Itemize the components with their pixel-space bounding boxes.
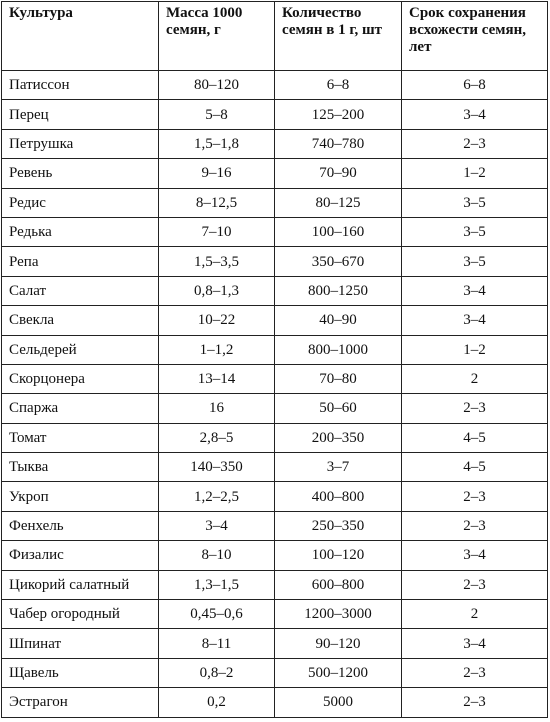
- table-row: [2, 629, 548, 658]
- cell-culture: Томат: [2, 423, 159, 452]
- cell-culture: Перец: [2, 100, 159, 129]
- table-row: [2, 541, 548, 570]
- cell-culture: Ревень: [2, 159, 159, 188]
- cell-mass-1000-seeds: 8–11: [159, 629, 275, 658]
- table-row: [2, 511, 548, 540]
- seed-data-table: [1, 1, 548, 718]
- cell-mass-1000-seeds: 9–16: [159, 159, 275, 188]
- table-row: [2, 453, 548, 482]
- cell-mass-1000-seeds: 1,5–3,5: [159, 247, 275, 276]
- header-mass-1000-seeds: Масса 1000 семян, г: [159, 2, 275, 71]
- cell-seeds-per-gram: 3–7: [275, 453, 402, 482]
- cell-culture: Цикорий салатный: [2, 570, 159, 599]
- cell-culture: Салат: [2, 276, 159, 305]
- cell-seeds-per-gram: 800–1250: [275, 276, 402, 305]
- cell-mass-1000-seeds: 2,8–5: [159, 423, 275, 452]
- cell-mass-1000-seeds: 8–12,5: [159, 188, 275, 217]
- cell-seeds-per-gram: 200–350: [275, 423, 402, 452]
- header-culture: Культура: [2, 2, 159, 71]
- cell-germination-period: 2–3: [402, 129, 548, 158]
- cell-mass-1000-seeds: 1–1,2: [159, 335, 275, 364]
- cell-culture: Редис: [2, 188, 159, 217]
- cell-mass-1000-seeds: 1,5–1,8: [159, 129, 275, 158]
- cell-seeds-per-gram: 1200–3000: [275, 600, 402, 629]
- cell-mass-1000-seeds: 5–8: [159, 100, 275, 129]
- cell-seeds-per-gram: 500–1200: [275, 658, 402, 687]
- table-row: [2, 100, 548, 129]
- cell-germination-period: 2: [402, 364, 548, 393]
- cell-culture: Физалис: [2, 541, 159, 570]
- cell-germination-period: 3–4: [402, 100, 548, 129]
- cell-culture: Спаржа: [2, 394, 159, 423]
- cell-germination-period: 2–3: [402, 688, 548, 717]
- table-row: [2, 688, 548, 717]
- cell-germination-period: 3–5: [402, 247, 548, 276]
- header-germination-period: Срок сохранения всхожести семян, лет: [402, 2, 548, 71]
- cell-culture: Скорцонера: [2, 364, 159, 393]
- cell-mass-1000-seeds: 3–4: [159, 511, 275, 540]
- cell-seeds-per-gram: 5000: [275, 688, 402, 717]
- table-row: [2, 364, 548, 393]
- table-row: [2, 394, 548, 423]
- cell-mass-1000-seeds: 0,8–2: [159, 658, 275, 687]
- table-row: [2, 306, 548, 335]
- cell-mass-1000-seeds: 0,8–1,3: [159, 276, 275, 305]
- cell-germination-period: 3–5: [402, 188, 548, 217]
- cell-seeds-per-gram: 6–8: [275, 71, 402, 100]
- cell-germination-period: 3–5: [402, 217, 548, 246]
- table-row: [2, 159, 548, 188]
- cell-germination-period: 6–8: [402, 71, 548, 100]
- table-row: [2, 276, 548, 305]
- cell-germination-period: 2–3: [402, 570, 548, 599]
- table-row: [2, 188, 548, 217]
- cell-culture: Укроп: [2, 482, 159, 511]
- cell-seeds-per-gram: 100–160: [275, 217, 402, 246]
- cell-seeds-per-gram: 250–350: [275, 511, 402, 540]
- cell-culture: Редька: [2, 217, 159, 246]
- cell-seeds-per-gram: 740–780: [275, 129, 402, 158]
- cell-mass-1000-seeds: 1,2–2,5: [159, 482, 275, 511]
- cell-mass-1000-seeds: 80–120: [159, 71, 275, 100]
- cell-mass-1000-seeds: 8–10: [159, 541, 275, 570]
- cell-seeds-per-gram: 125–200: [275, 100, 402, 129]
- cell-germination-period: 1–2: [402, 335, 548, 364]
- cell-germination-period: 1–2: [402, 159, 548, 188]
- cell-germination-period: 4–5: [402, 423, 548, 452]
- cell-mass-1000-seeds: 13–14: [159, 364, 275, 393]
- table-header-row: [2, 2, 548, 71]
- cell-culture: Эстрагон: [2, 688, 159, 717]
- cell-germination-period: 4–5: [402, 453, 548, 482]
- cell-culture: Репа: [2, 247, 159, 276]
- cell-culture: Сельдерей: [2, 335, 159, 364]
- cell-seeds-per-gram: 100–120: [275, 541, 402, 570]
- cell-seeds-per-gram: 70–90: [275, 159, 402, 188]
- table-row: [2, 658, 548, 687]
- table-row: [2, 600, 548, 629]
- cell-seeds-per-gram: 70–80: [275, 364, 402, 393]
- table-row: [2, 129, 548, 158]
- cell-germination-period: 3–4: [402, 541, 548, 570]
- table-row: [2, 570, 548, 599]
- table-row: [2, 482, 548, 511]
- cell-seeds-per-gram: 80–125: [275, 188, 402, 217]
- table-row: [2, 217, 548, 246]
- cell-mass-1000-seeds: 10–22: [159, 306, 275, 335]
- cell-culture: Щавель: [2, 658, 159, 687]
- cell-seeds-per-gram: 90–120: [275, 629, 402, 658]
- cell-germination-period: 2: [402, 600, 548, 629]
- cell-seeds-per-gram: 600–800: [275, 570, 402, 599]
- cell-mass-1000-seeds: 1,3–1,5: [159, 570, 275, 599]
- cell-culture: Патиссон: [2, 71, 159, 100]
- cell-culture: Петрушка: [2, 129, 159, 158]
- table-row: [2, 423, 548, 452]
- cell-germination-period: 2–3: [402, 394, 548, 423]
- cell-mass-1000-seeds: 140–350: [159, 453, 275, 482]
- table-row: [2, 71, 548, 100]
- table-row: [2, 247, 548, 276]
- cell-mass-1000-seeds: 0,45–0,6: [159, 600, 275, 629]
- cell-culture: Чабер огородный: [2, 600, 159, 629]
- cell-germination-period: 3–4: [402, 306, 548, 335]
- cell-seeds-per-gram: 50–60: [275, 394, 402, 423]
- cell-germination-period: 2–3: [402, 482, 548, 511]
- cell-seeds-per-gram: 400–800: [275, 482, 402, 511]
- cell-seeds-per-gram: 350–670: [275, 247, 402, 276]
- cell-germination-period: 2–3: [402, 658, 548, 687]
- cell-germination-period: 3–4: [402, 276, 548, 305]
- cell-seeds-per-gram: 40–90: [275, 306, 402, 335]
- cell-mass-1000-seeds: 0,2: [159, 688, 275, 717]
- header-seeds-per-gram: Количество семян в 1 г, шт: [275, 2, 402, 71]
- cell-culture: Шпинат: [2, 629, 159, 658]
- cell-mass-1000-seeds: 16: [159, 394, 275, 423]
- table-row: [2, 335, 548, 364]
- cell-culture: Тыква: [2, 453, 159, 482]
- cell-germination-period: 3–4: [402, 629, 548, 658]
- cell-culture: Свекла: [2, 306, 159, 335]
- cell-mass-1000-seeds: 7–10: [159, 217, 275, 246]
- cell-seeds-per-gram: 800–1000: [275, 335, 402, 364]
- table-body: [2, 71, 548, 718]
- cell-germination-period: 2–3: [402, 511, 548, 540]
- cell-culture: Фенхель: [2, 511, 159, 540]
